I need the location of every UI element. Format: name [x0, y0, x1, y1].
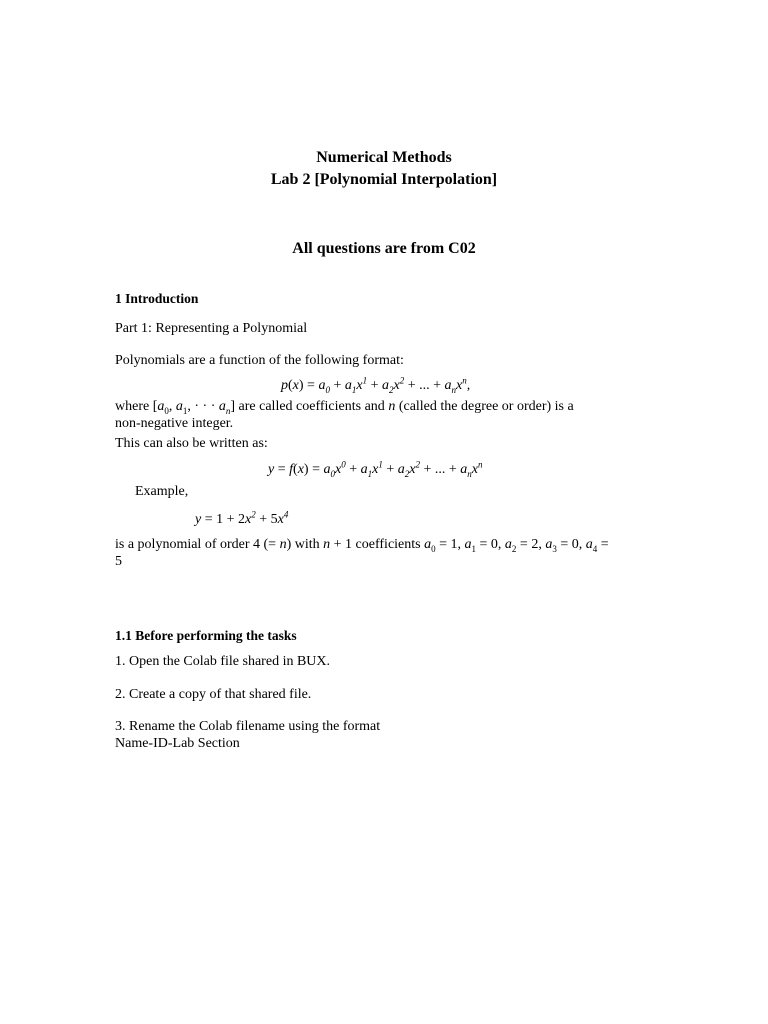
example-description: is a polynomial of order 4 (= n) with n + 1 coefficients $a_0 = 1$, $a_1 = 0$, $a_2 = 2$, $a_3 = 0$, $a_4$ =: [115, 537, 609, 554]
task-step-3: 3. Rename the Colab filename using the format: [115, 719, 381, 734]
part1-label: Part 1: Representing a Polynomial: [115, 321, 308, 336]
example-equation: $y = 1 + 2x^2 + 5x^4$: [195, 509, 289, 527]
example-label: Example,: [135, 484, 189, 499]
coefficients-sentence-end: non-negative integer.: [115, 416, 234, 431]
filename-format: Name-ID-Lab Section: [115, 736, 240, 751]
polynomial-equation: $p(x) = a_0 + a_1x^1 + a_2x^2$ + ... + $a_nx^n$,: [281, 375, 471, 395]
sum-form-equation: $y = f(x) = a_0x^0 + a_1x^1 + a_2x^2$ + ... + $a_nx^n$: [268, 459, 483, 479]
course-title: Numerical Methods: [316, 149, 452, 166]
example-description-end: 5: [115, 554, 122, 569]
task-step-1: 1. Open the Colab file shared in BUX.: [115, 654, 331, 669]
lab-title: Lab 2 [Polynomial Interpolation]: [270, 171, 498, 188]
definition-lead: Polynomials are a function of the following format:: [115, 353, 404, 368]
coefficients-sentence: where [$a_0$, $a_1$, · · · $a_n$] are called coefficients and n (called the degree or order) is a: [115, 399, 574, 416]
section-heading-introduction: 1 Introduction: [115, 291, 199, 306]
alt-form-lead: This can also be written as:: [115, 436, 268, 451]
section-heading-tasks: 1.1 Before performing the tasks: [115, 628, 297, 643]
source-note: All questions are from C02: [292, 240, 476, 257]
task-step-2: 2. Create a copy of that shared file.: [115, 687, 312, 702]
